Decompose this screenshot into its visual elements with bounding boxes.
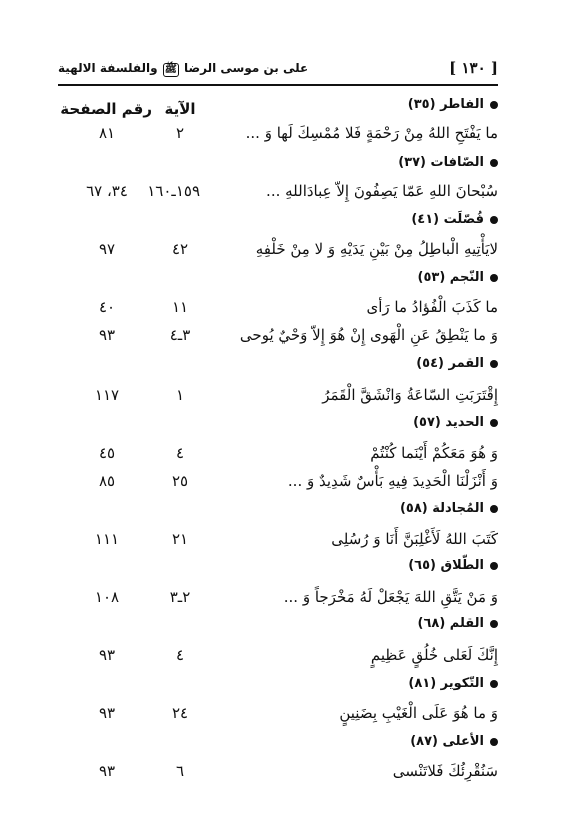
surah-title: التّكوير (٨١) — [408, 676, 498, 691]
page-reference: ٩٣ — [98, 646, 116, 664]
surah-title: الحديد (٥٧) — [413, 415, 498, 430]
index-entry — [58, 182, 498, 208]
verse-number: ١١ — [171, 298, 189, 316]
bullet-icon — [490, 216, 498, 224]
surah-title: الصّافات (٣٧) — [398, 155, 498, 170]
verse-number: ٢١ — [171, 530, 189, 548]
verse-text: وَ ما يَنْطِقُ عَنِ الْهَوى إِنْ هُوَ إِلاّ وَحْيٌ يُوحى — [239, 326, 498, 344]
page-reference: ٩٣ — [98, 762, 116, 780]
page-reference: ١١١ — [94, 530, 120, 548]
surah-heading — [58, 270, 498, 296]
verse-number: ٤٢ — [171, 240, 189, 258]
surah-heading — [58, 356, 498, 382]
verse-text: وَ هُوَ مَعَكُمْ أَيْنَما كُنْتُمْ — [370, 444, 498, 462]
page-number: [ ١٣٠ ] — [449, 59, 498, 77]
surah-heading — [58, 734, 498, 760]
verse-number: ١ — [175, 386, 185, 404]
page-reference: ٨٥ — [98, 472, 116, 490]
verse-text: ما كَذَبَ الْفُؤادُ ما رَأى — [366, 298, 498, 316]
index-entry — [58, 240, 498, 266]
bullet-icon — [490, 274, 498, 282]
column-header-verse: الآية — [164, 100, 196, 118]
index-entry — [58, 762, 498, 788]
verse-text: إِنَّكَ لَعَلى خُلُقٍ عَظِيمٍ — [370, 646, 498, 664]
surah-title: القلم (٦٨) — [418, 616, 499, 631]
surah-title: الطّلاق (٦٥) — [408, 558, 498, 573]
running-title — [58, 61, 308, 77]
bullet-icon — [490, 419, 498, 427]
surah-heading — [58, 558, 498, 584]
page-reference: ٣٤، ٦٧ — [86, 182, 128, 200]
verse-number: ٤ — [175, 646, 185, 664]
verse-number: ٢ـ٣ — [169, 588, 191, 606]
verse-text: سَنُقْرِئُكَ فَلاتَنْسى — [392, 762, 498, 780]
verse-number: ٣ـ٤ — [169, 326, 191, 344]
verse-text: كَتَبَ اللهُ لَأَغْلِبَنَّ أَنَا وَ رُسُلِى — [331, 530, 498, 548]
column-header-page: رقم الصفحة — [60, 100, 152, 118]
surah-title: النّجم (٥٣) — [417, 270, 498, 285]
index-entry — [58, 704, 498, 730]
index-entry — [58, 326, 498, 352]
verse-number: ٦ — [175, 762, 185, 780]
running-title-part-2: والفلسفة الالهية — [58, 61, 158, 75]
surah-title: الأعلى (٨٧) — [410, 734, 498, 749]
verse-number: ١٥٩ـ١٦٠ — [147, 182, 200, 200]
index-entry — [58, 444, 498, 470]
page-reference: ١١٧ — [94, 386, 120, 404]
page-reference: ٩٧ — [98, 240, 116, 258]
index-entry — [58, 298, 498, 324]
verse-text: لايَأْتِيهِ الْباطِلُ مِنْ بَيْنِ يَدَيْهِ وَ لا مِنْ خَلْفِهِ — [255, 240, 498, 258]
bullet-icon — [490, 101, 498, 109]
verse-text: ما يَفْتَحِ اللهُ مِنْ رَحْمَةٍ فَلا مُمْسِكَ لَها وَ ... — [245, 124, 498, 142]
index-entry — [58, 472, 498, 498]
honorific-mark: ﷺ — [164, 64, 177, 75]
surah-heading — [58, 501, 498, 527]
page-reference: ٩٣ — [98, 326, 116, 344]
bullet-icon — [490, 738, 498, 746]
bullet-icon — [490, 620, 498, 628]
verse-text: وَ مَنْ يَتَّقِ اللهَ يَجْعَلْ لَهُ مَخْرَجاً وَ ... — [283, 588, 498, 606]
index-entry — [58, 646, 498, 672]
index-entry — [58, 124, 498, 150]
bullet-icon — [490, 505, 498, 513]
verse-number: ٤ — [175, 444, 185, 462]
verse-text: إِقْتَرَبَتِ السّاعَةُ وَانْشَقَّ الْقَمَرُ — [322, 386, 498, 404]
surah-heading — [58, 676, 498, 702]
index-entry — [58, 588, 498, 614]
page-header — [58, 56, 498, 86]
verse-text: سُبْحانَ اللهِ عَمّا يَصِفُونَ إِلاّ عِبادَاللهِ ... — [266, 182, 498, 200]
page-reference: ٩٣ — [98, 704, 116, 722]
page-reference: ٤٠ — [98, 298, 116, 316]
surah-heading — [58, 212, 498, 238]
bullet-icon — [490, 360, 498, 368]
page-reference: ٨١ — [98, 124, 116, 142]
surah-title: المُجادلة (٥٨) — [400, 501, 498, 516]
page-reference: ٤٥ — [98, 444, 116, 462]
bullet-icon — [490, 562, 498, 570]
verse-text: وَ أَنْزَلْنَا الْحَدِيدَ فِيهِ بَأْسٌ شَدِيدٌ وَ ... — [287, 472, 498, 490]
verse-text: وَ ما هُوَ عَلَى الْغَيْبِ بِضَنِينٍ — [339, 704, 498, 722]
verse-number: ٢٥ — [171, 472, 189, 490]
surah-heading — [58, 616, 498, 642]
verse-number: ٢ — [175, 124, 185, 142]
index-entry — [58, 530, 498, 556]
verse-number: ٢٤ — [171, 704, 189, 722]
surah-title: الفاطر (٣٥) — [408, 97, 498, 112]
surah-heading — [58, 155, 498, 181]
surah-heading — [58, 97, 498, 123]
surah-title: القمر (٥٤) — [416, 356, 498, 371]
bullet-icon — [490, 159, 498, 167]
surah-title: فُصّلَت (٤١) — [411, 212, 498, 227]
bullet-icon — [490, 680, 498, 688]
index-entry — [58, 386, 498, 412]
running-title-part-1: على بن موسى الرضا — [184, 61, 309, 75]
surah-heading — [58, 415, 498, 441]
page-reference: ١٠٨ — [94, 588, 120, 606]
